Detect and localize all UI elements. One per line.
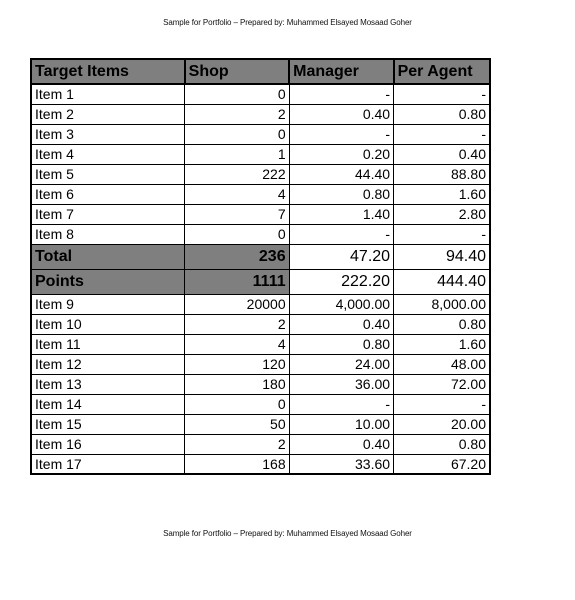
cell-shop: 0: [185, 224, 289, 244]
cell-manager: 24.00: [289, 354, 393, 374]
cell-shop: 2: [185, 104, 289, 124]
cell-label: Item 13: [31, 374, 185, 394]
table-row: [31, 184, 490, 204]
table-row: [31, 414, 490, 434]
cell-label: Item 1: [31, 84, 185, 104]
cell-per-agent: 0.40: [394, 144, 490, 164]
cell-manager: 4,000.00: [289, 294, 393, 314]
cell-label: Item 14: [31, 394, 185, 414]
cell-label: Item 16: [31, 434, 185, 454]
cell-per-agent: 444.40: [394, 269, 490, 294]
cell-manager: -: [289, 224, 393, 244]
cell-manager: 222.20: [289, 269, 393, 294]
cell-manager: -: [289, 124, 393, 144]
cell-label: Item 4: [31, 144, 185, 164]
cell-label: Item 2: [31, 104, 185, 124]
cell-shop: 0: [185, 394, 289, 414]
table-row: [31, 84, 490, 104]
cell-per-agent: 8,000.00: [394, 294, 490, 314]
cell-per-agent: -: [394, 124, 490, 144]
summary-row: [31, 244, 490, 269]
cell-manager: 36.00: [289, 374, 393, 394]
cell-shop: 4: [185, 184, 289, 204]
cell-manager: 47.20: [289, 244, 393, 269]
table-row: [31, 204, 490, 224]
cell-label: Item 5: [31, 164, 185, 184]
page-caption-bottom: Sample for Portfolio – Prepared by: Muhammed Elsayed Mosaad Goher: [163, 529, 412, 538]
header-manager: Manager: [289, 59, 393, 84]
table-row: [31, 454, 490, 474]
cell-per-agent: 1.60: [394, 184, 490, 204]
cell-shop: 1: [185, 144, 289, 164]
target-items-table: [30, 58, 491, 475]
summary-row: [31, 269, 490, 294]
cell-manager: 0.40: [289, 434, 393, 454]
table-body: [31, 84, 490, 474]
cell-manager: 10.00: [289, 414, 393, 434]
cell-shop: 1111: [185, 269, 289, 294]
cell-manager: -: [289, 394, 393, 414]
table-row: [31, 354, 490, 374]
cell-label: Item 8: [31, 224, 185, 244]
cell-shop: 20000: [185, 294, 289, 314]
table-row: [31, 294, 490, 314]
header-row: [31, 59, 490, 84]
cell-shop: 2: [185, 314, 289, 334]
cell-manager: 1.40: [289, 204, 393, 224]
cell-shop: 4: [185, 334, 289, 354]
table-row: [31, 374, 490, 394]
cell-shop: 120: [185, 354, 289, 374]
table-row: [31, 434, 490, 454]
cell-per-agent: 48.00: [394, 354, 490, 374]
cell-manager: 0.40: [289, 104, 393, 124]
cell-per-agent: 94.40: [394, 244, 490, 269]
cell-shop: 222: [185, 164, 289, 184]
cell-label: Item 9: [31, 294, 185, 314]
cell-per-agent: 67.20: [394, 454, 490, 474]
cell-per-agent: -: [394, 84, 490, 104]
cell-per-agent: 0.80: [394, 104, 490, 124]
cell-per-agent: 2.80: [394, 204, 490, 224]
table-row: [31, 314, 490, 334]
header-per-agent: Per Agent: [394, 59, 490, 84]
cell-label: Item 11: [31, 334, 185, 354]
cell-label: Item 7: [31, 204, 185, 224]
cell-per-agent: 0.80: [394, 314, 490, 334]
cell-per-agent: 1.60: [394, 334, 490, 354]
cell-label: Points: [31, 269, 185, 294]
cell-manager: -: [289, 84, 393, 104]
table-row: [31, 164, 490, 184]
table-row: [31, 224, 490, 244]
cell-label: Item 15: [31, 414, 185, 434]
cell-shop: 2: [185, 434, 289, 454]
cell-per-agent: 72.00: [394, 374, 490, 394]
header-shop: Shop: [185, 59, 289, 84]
cell-manager: 44.40: [289, 164, 393, 184]
page-caption-top: Sample for Portfolio – Prepared by: Muhammed Elsayed Mosaad Goher: [163, 18, 412, 27]
cell-shop: 0: [185, 124, 289, 144]
cell-label: Item 3: [31, 124, 185, 144]
cell-per-agent: 88.80: [394, 164, 490, 184]
header-target-items: Target Items: [31, 59, 185, 84]
cell-shop: 50: [185, 414, 289, 434]
cell-label: Item 10: [31, 314, 185, 334]
cell-shop: 236: [185, 244, 289, 269]
cell-per-agent: -: [394, 224, 490, 244]
cell-manager: 0.80: [289, 334, 393, 354]
cell-manager: 0.20: [289, 144, 393, 164]
table-row: [31, 144, 490, 164]
cell-label: Item 6: [31, 184, 185, 204]
cell-per-agent: 0.80: [394, 434, 490, 454]
cell-manager: 33.60: [289, 454, 393, 474]
cell-shop: 7: [185, 204, 289, 224]
cell-shop: 180: [185, 374, 289, 394]
cell-label: Item 12: [31, 354, 185, 374]
cell-manager: 0.40: [289, 314, 393, 334]
table-row: [31, 394, 490, 414]
cell-shop: 0: [185, 84, 289, 104]
table-row: [31, 334, 490, 354]
table-row: [31, 104, 490, 124]
cell-per-agent: -: [394, 394, 490, 414]
cell-label: Item 17: [31, 454, 185, 474]
table-row: [31, 124, 490, 144]
cell-shop: 168: [185, 454, 289, 474]
cell-label: Total: [31, 244, 185, 269]
cell-manager: 0.80: [289, 184, 393, 204]
cell-per-agent: 20.00: [394, 414, 490, 434]
